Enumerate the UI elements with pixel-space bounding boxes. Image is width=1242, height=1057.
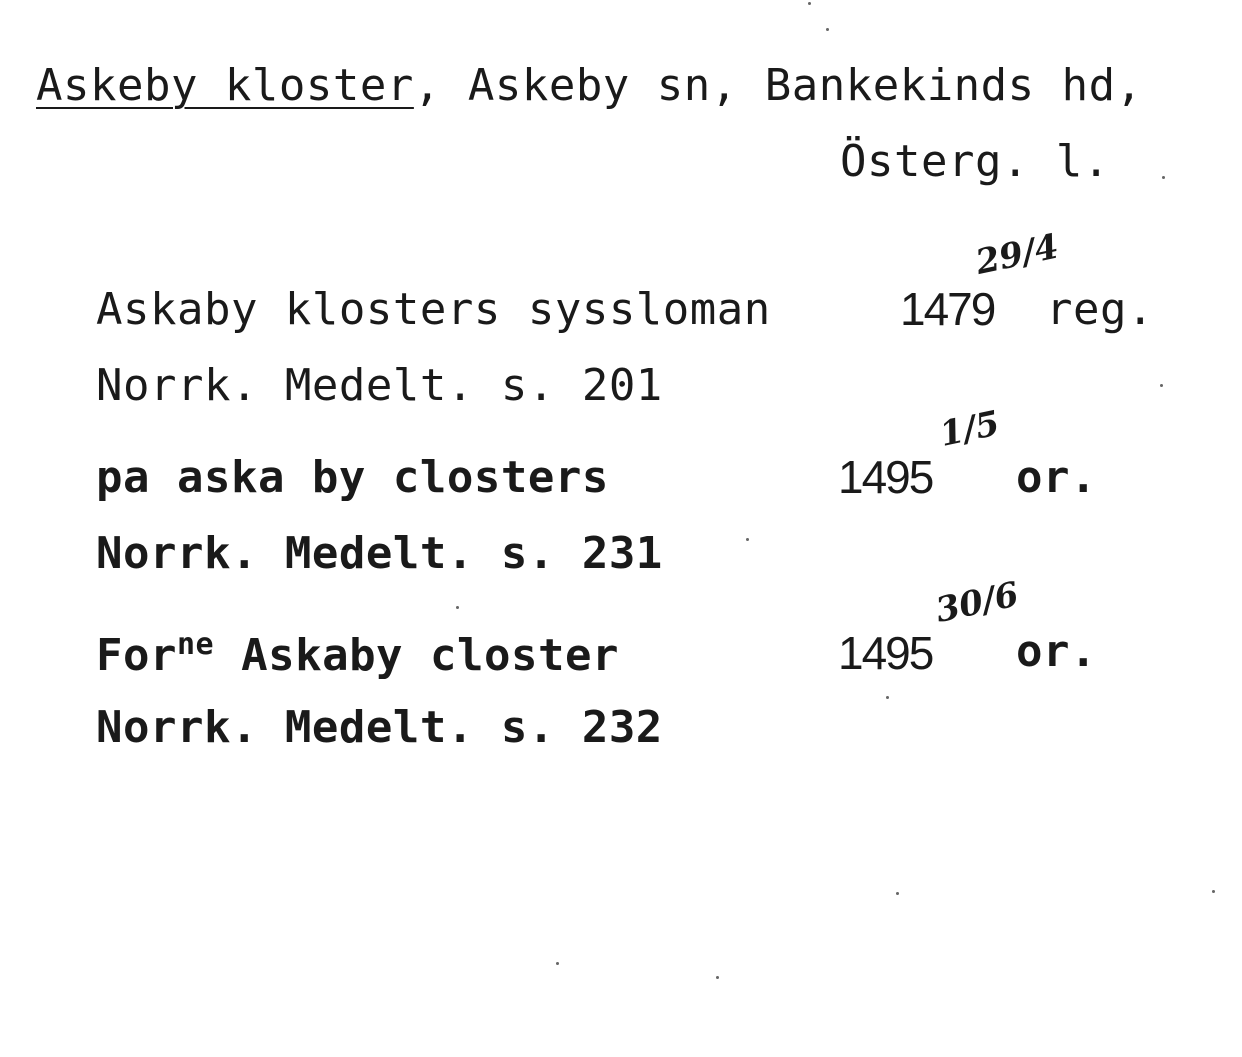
card-title-line: [36, 60, 1143, 111]
scan-speck: [746, 538, 749, 541]
entry-2-suffix: or.: [1016, 452, 1097, 503]
scan-speck: [896, 892, 899, 895]
scan-speck: [1162, 176, 1165, 179]
card-title: Askeby kloster: [36, 60, 414, 111]
entry-1-year: 1479: [900, 283, 995, 335]
entry-2-source: Norrk. Medelt. s. 231: [96, 528, 663, 579]
entry-3-source: Norrk. Medelt. s. 232: [96, 702, 663, 753]
scan-speck: [826, 28, 829, 31]
scan-speck: [716, 976, 719, 979]
entry-1-text: Askaby klosters syssloman: [96, 284, 771, 335]
entry-3-text: Askaby closter: [241, 630, 619, 681]
entry-3-year: 1495: [838, 627, 933, 679]
entry-3-handwritten-date: 30/6: [932, 574, 1023, 631]
entry-2-year: 1495: [838, 451, 933, 503]
scan-speck: [556, 962, 559, 965]
scan-speck: [886, 696, 889, 699]
entry-1-source: Norrk. Medelt. s. 201: [96, 360, 663, 411]
entry-1-handwritten-date: 29/4: [972, 226, 1063, 283]
card-region: Österg. l.: [840, 136, 1110, 187]
entry-2-text: pa aska by closters: [96, 452, 609, 503]
scan-speck: [456, 606, 459, 609]
scan-speck: [1212, 890, 1215, 893]
entry-3-text-line: [96, 627, 619, 681]
card-title-rest: , Askeby sn, Bankekinds hd,: [413, 60, 1143, 111]
entry-3-superscript: ne: [176, 627, 215, 662]
scan-speck: [1160, 384, 1163, 387]
entry-2-handwritten-date: 1/5: [936, 403, 1004, 455]
scan-speck: [808, 2, 811, 5]
entry-3-suffix: or.: [1016, 626, 1097, 677]
entry-1-suffix: reg.: [1046, 284, 1154, 335]
entry-3-prefix: For: [96, 630, 177, 681]
